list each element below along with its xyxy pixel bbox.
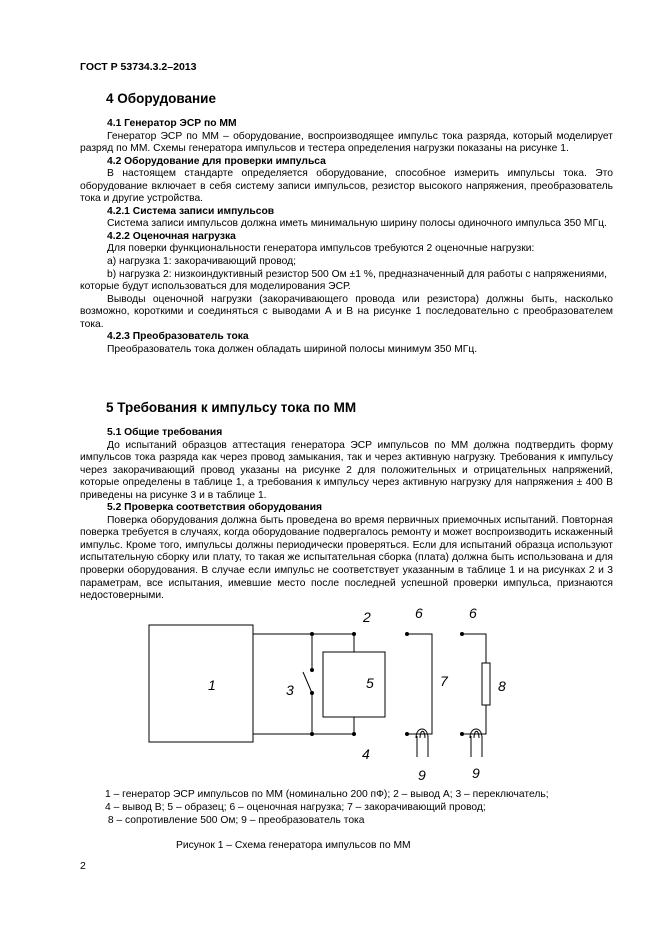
section-4-1-title: 4.1 Генератор ЭСР по ММ xyxy=(107,118,237,129)
legend-line: 1 – генератор ЭСР импульсов по ММ (номинально 200 пФ); 2 – вывод А; 3 – переключатель; xyxy=(105,789,549,800)
label-8: 8 xyxy=(498,678,506,694)
generator-box xyxy=(149,625,253,742)
section-4-2-2-item-a: a) нагрузка 1: закорачивающий провод; xyxy=(107,256,296,268)
figure-legend xyxy=(105,788,549,827)
section-5-1-title: 5.1 Общие требования xyxy=(107,427,223,438)
section-4-title: 4 Оборудование xyxy=(106,91,216,106)
section-4-2-2-item-b: b) нагрузка 2: низкоиндуктивный резистор 500 Ом ±1 %, предназначенный для работы с напряжениями, которые будут использоваться для моделирования ЭСР. xyxy=(80,268,607,293)
section-4-2-1-text: Система записи импульсов должна иметь минимальную ширину полосы одиночного импульса 350 МГц. xyxy=(107,218,607,230)
label-7: 7 xyxy=(440,673,448,689)
section-4-2-2-text: Выводы оценочной нагрузки (закорачивающего провода или резистора) должны быть, насколько возможно, короткими и соединяться с выводами А и В на рисунке 1 последовательно с преобразователем тока. xyxy=(80,293,613,330)
section-4-2-3-title: 4.2.3 Преобразователь тока xyxy=(107,331,249,343)
legend-line: 8 – сопротивление 500 Ом; 9 – преобразователь тока xyxy=(105,815,365,826)
resistor-icon xyxy=(482,663,490,705)
section-4-2-2-title: 4.2.2 Оценочная нагрузка xyxy=(107,230,236,242)
section-5-body xyxy=(80,427,613,603)
current-transducer-icon xyxy=(470,729,482,757)
figure-caption: Рисунок 1 – Схема генератора импульсов по ММ xyxy=(176,840,411,851)
label-4: 4 xyxy=(362,746,370,762)
document-header: ГОСТ Р 53734.3.2–2013 xyxy=(80,61,197,73)
label-5: 5 xyxy=(366,675,374,691)
section-5-2-text: Поверка оборудования должна быть проведена во время первичных приемочных испытаний. Повторная поверка требуется в случаях, когда оборудование подвергалось ремонту и может воспроизводить искаженный импульс. Кроме того, импульсы должны периодически проверяться. Если для испытаний образца используют испытательную сборку или плату, то такая же испытательная сборка (плата) должна быть использована и для проверки оборудования. В случае если импульс не соответствует указанным в таблице 1 и на рисунках 2 и 3 параметрам, все испытания, имевшие место после последней успешной проверки импульса, признаются недостоверными. xyxy=(80,514,613,602)
section-5-title: 5 Требования к импульсу тока по ММ xyxy=(106,400,357,415)
circuit-wires xyxy=(253,634,354,734)
section-4-2-3-text: Преобразователь тока должен обладать шириной полосы минимум 350 МГц. xyxy=(107,343,478,355)
section-4-2-title: 4.2 Оборудование для проверки импульса xyxy=(107,155,326,167)
section-4-2-1-title: 4.2.1 Система записи импульсов xyxy=(107,205,275,217)
label-6b: 6 xyxy=(469,605,477,621)
legend-line: 4 – вывод В; 5 – образец; 6 – оценочная нагрузка; 7 – закорачивающий провод; xyxy=(105,802,486,813)
current-transducer-icon xyxy=(416,729,428,757)
label-9b: 9 xyxy=(472,765,480,780)
section-4-2-2-intro: Для поверки функциональности генератора импульсов требуются 2 оценочные нагрузки: xyxy=(107,243,535,255)
shorting-wire xyxy=(407,634,432,734)
label-3: 3 xyxy=(286,682,294,698)
label-1: 1 xyxy=(208,677,216,693)
sample-box xyxy=(323,652,385,717)
section-4-2-text: В настоящем стандарте определяется оборудование, способное измерить импульсы тока. Это оборудование включает в себя систему записи импульсов, резистор высокого напряжения, преобразователь тока и другие устройства. xyxy=(80,168,613,205)
section-4-1-text: Генератор ЭСР по ММ – оборудование, воспроизводящее импульс тока разряда, который моделирует разряд по ММ. Схемы генератора импульсов и тестера определения нагрузки показаны на рисунке 1. xyxy=(80,130,613,155)
label-9a: 9 xyxy=(418,767,426,780)
section-5-2-title: 5.2 Проверка соответствия оборудования xyxy=(107,502,323,514)
section-5-1-text: До испытаний образцов аттестация генератора ЭСР импульсов по ММ должна подтвердить форму импульсов тока разряда как через провод замыкания, так и через активную нагрузку. Требования к импульсу через закорачивающий провод указаны на рисунке 2 для положительных и отрицательных напряжений, которые определены в таблице 1, а требования к импульсу через активную нагрузку для напряжения ± 400 В приведены на рисунке 3 и в таблице 1. xyxy=(80,439,613,501)
label-2: 2 xyxy=(363,609,371,625)
label-6a: 6 xyxy=(415,605,423,621)
section-4-body xyxy=(80,118,613,356)
page-number: 2 xyxy=(80,860,86,872)
figure-1-circuit-diagram xyxy=(0,600,661,780)
